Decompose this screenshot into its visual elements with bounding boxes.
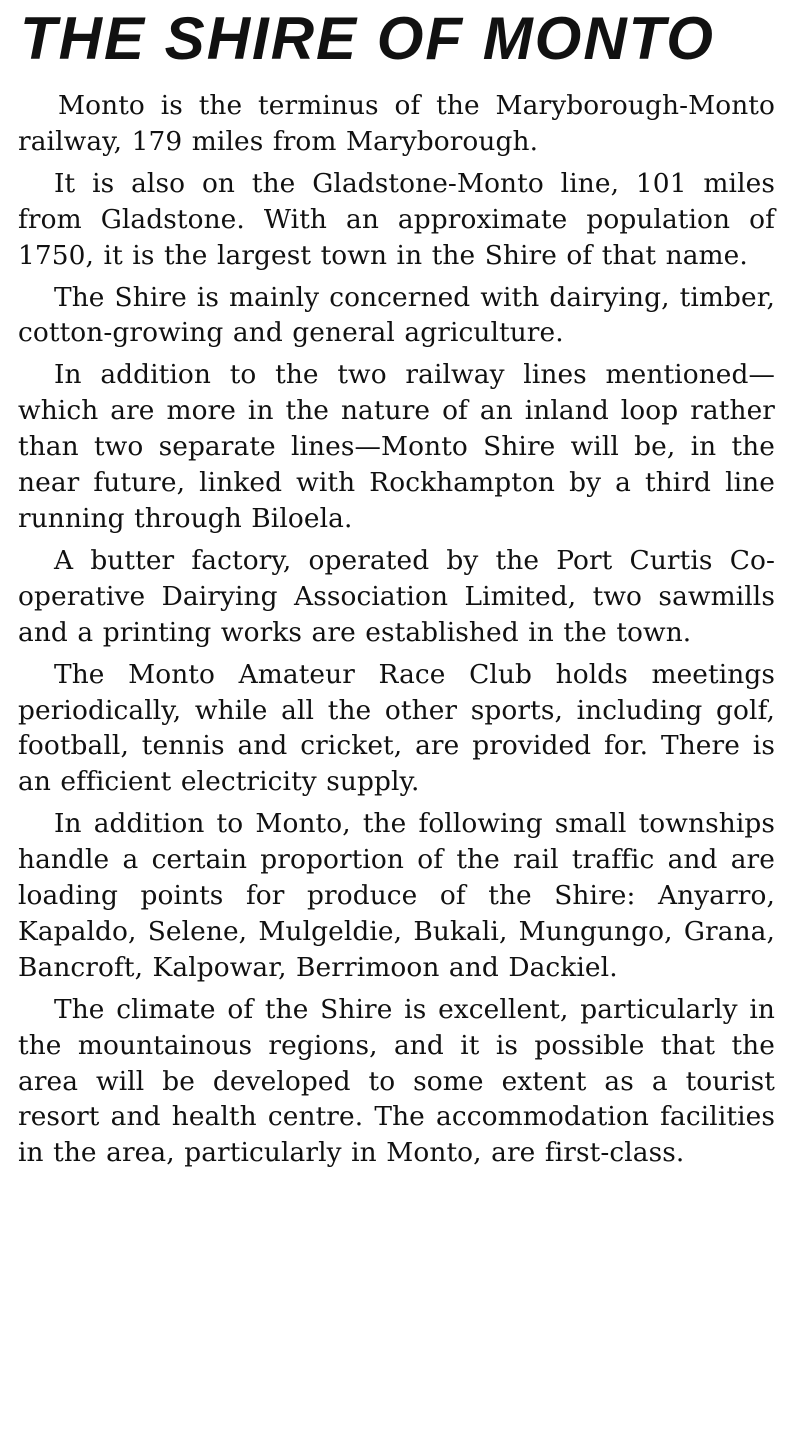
article-paragraph-factories: A butter factory, operated by the Port Curtis Co-operative Dairying Association Limited, two sawmills and a printing works are established in the town. xyxy=(18,544,775,648)
article-paragraph-townships: In addition to Monto, the following small townships handle a certain proportion of the rail traffic and are loading points for produce of the Shire: Anyarro, Kapaldo, Selene, Mulgeldie, Bukali, Mungungo, Grana, Bancroft, Kalpowar, Berrimoon and Dackiel. xyxy=(18,808,775,983)
article-paragraph-industries: The Shire is mainly concerned with dairying, timber, cotton-growing and general agriculture. xyxy=(18,281,775,349)
article-headline: THE SHIRE OF MONTO xyxy=(20,5,715,72)
article-paragraph-railway-terminus: Monto is the terminus of the Maryborough-Monto railway, 179 miles from Maryborough. xyxy=(18,90,775,157)
article-paragraph-rail-links: In addition to the two railway lines mentioned—which are more in the nature of an inland loop rather than two separate lines—Monto Shire will be, in the near future, linked with Rockhampton by a third line running through Biloela. xyxy=(18,359,775,534)
article-paragraph-sports: The Monto Amateur Race Club holds meetings periodically, while all the other sports, including golf, football, tennis and cricket, are provided for. There is an efficient electricity supply. xyxy=(18,658,775,798)
article-paragraph-gladstone-line: It is also on the Gladstone-Monto line, 101 miles from Gladstone. With an approximate population of 1750, it is the largest town in the Shire of that name. xyxy=(18,167,775,271)
article-body xyxy=(18,88,775,1177)
article-paragraph-climate: The climate of the Shire is excellent, particularly in the mountainous regions, and it is possible that the area will be developed to some extent as a tourist resort and health centre. The accommodation facilities in the area, particularly in Monto, are first-class. xyxy=(18,993,775,1169)
